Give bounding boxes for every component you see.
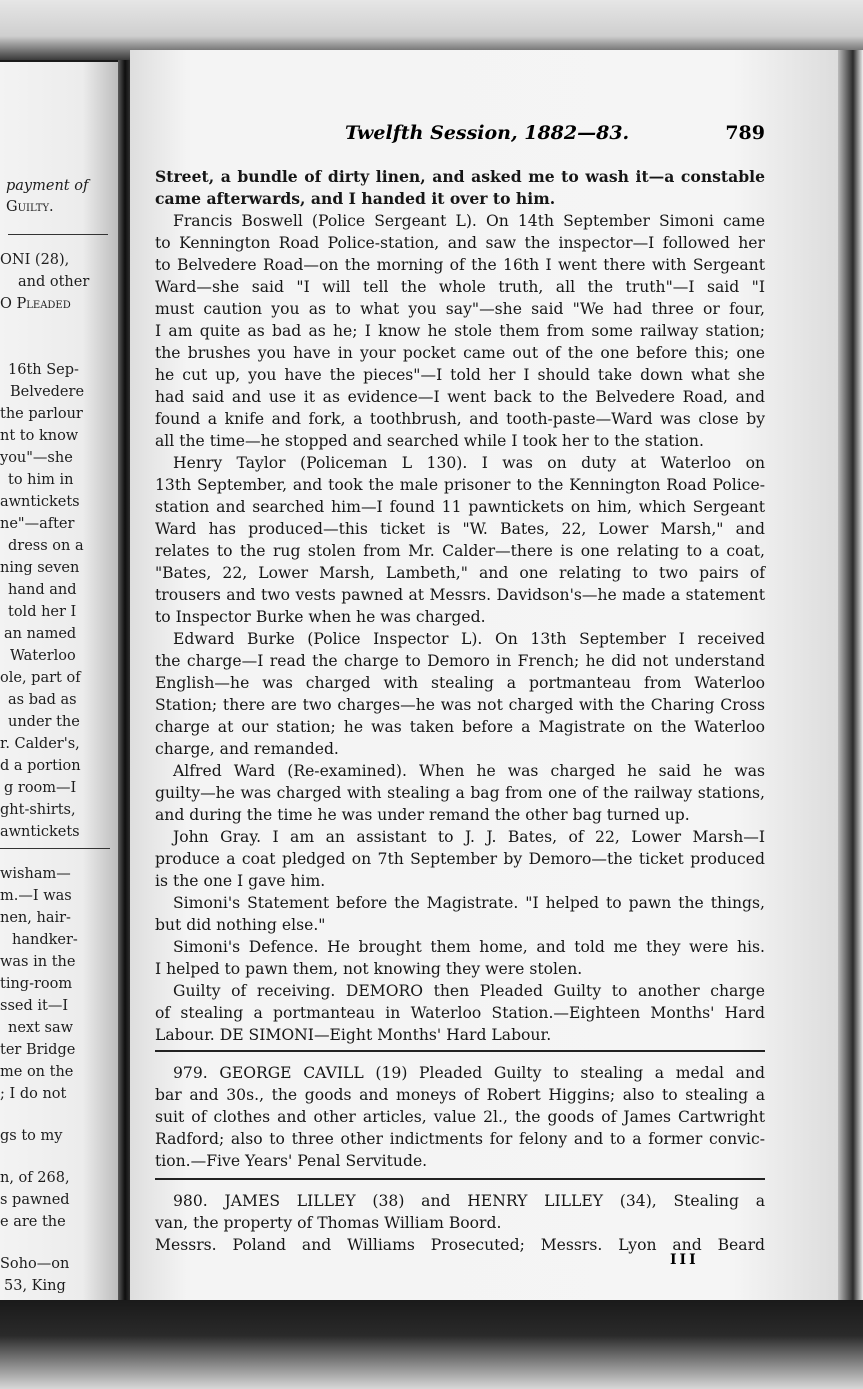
signature-mark: III bbox=[670, 1252, 699, 1268]
left-page-line: gs to my bbox=[0, 1128, 63, 1144]
text-line: bar and 30s., the goods and moneys of Robert Higgins; also to stealing a bbox=[155, 1086, 765, 1104]
text-line: English—he was charged with stealing a portmanteau from Waterloo bbox=[155, 674, 765, 692]
text-line: station and searched him—I found 11 pawntickets on him, which Sergeant bbox=[155, 498, 765, 516]
text-line: 980. JAMES LILLEY (38) and HENRY LILLEY (34), Stealing a bbox=[173, 1192, 765, 1210]
left-page-line: you"—she bbox=[0, 450, 73, 466]
text-line: tion.—Five Years' Penal Servitude. bbox=[155, 1152, 428, 1170]
left-page-rule bbox=[8, 234, 108, 235]
text-line: came afterwards, and I handed it over to him. bbox=[155, 189, 556, 208]
text-line: van, the property of Thomas William Boord. bbox=[155, 1214, 502, 1232]
left-page-line: d a portion bbox=[0, 758, 81, 774]
left-page-line: m.—I was bbox=[0, 888, 72, 904]
running-header bbox=[155, 122, 765, 148]
left-page bbox=[0, 62, 118, 1332]
text-line: all the time—he stopped and searched while I took her to the station. bbox=[155, 432, 704, 450]
text-line: Ward—she said "I will tell the whole truth, all the truth"—I said "I bbox=[155, 278, 765, 296]
left-page-line: the parlour bbox=[0, 406, 83, 422]
text-line: guilty—he was charged with stealing a bag from one of the railway stations, bbox=[155, 784, 765, 802]
text-line: Francis Boswell (Police Sergeant L). On 14th September Simoni came bbox=[173, 212, 765, 230]
left-page-line: ter Bridge bbox=[0, 1042, 76, 1058]
text-line: he cut up, you have the pieces"—I told her I should take down what she bbox=[155, 366, 765, 384]
left-page-line: n, of 268, bbox=[0, 1170, 70, 1186]
left-page-line: ole, part of bbox=[0, 670, 81, 686]
running-title: Twelfth Session, 1882—83. bbox=[345, 122, 630, 144]
text-line: Messrs. Poland and Williams Prosecuted; Messrs. Lyon and Beard bbox=[155, 1236, 765, 1254]
scan-bottom-edge bbox=[0, 1300, 863, 1389]
left-page-line: ssed it—I bbox=[0, 998, 69, 1014]
left-page-line: handker- bbox=[12, 932, 78, 948]
left-page-line: Soho—on bbox=[0, 1256, 70, 1272]
left-page-line: ting-room bbox=[0, 976, 73, 992]
left-page-line: Guilty. bbox=[6, 199, 54, 215]
left-page-line: to him in bbox=[8, 472, 74, 488]
text-line: "Bates, 22, Lower Marsh, Lambeth," and one relating to two pairs of bbox=[155, 564, 765, 582]
text-line: to Inspector Burke when he was charged. bbox=[155, 608, 486, 626]
text-line: I am quite as bad as he; I know he stole them from some railway station; bbox=[155, 322, 765, 340]
text-line: the brushes you have in your pocket came out of the one before this; one bbox=[155, 344, 765, 362]
left-page-line: s pawned bbox=[0, 1192, 70, 1208]
left-page-line: told her I bbox=[8, 604, 77, 620]
left-page-line: awntickets bbox=[0, 824, 80, 840]
text-line: 13th September, and took the male prisoner to the Kennington Road Police- bbox=[155, 476, 765, 494]
left-page-rule bbox=[0, 848, 110, 849]
left-page-line: ONI (28), bbox=[0, 252, 70, 268]
text-line: Alfred Ward (Re-examined). When he was charged he said he was bbox=[173, 762, 765, 780]
left-page-line: nen, hair- bbox=[0, 910, 71, 926]
text-line: had said and use it as evidence—I went back to the Belvedere Road, and bbox=[155, 388, 765, 406]
text-line: Edward Burke (Police Inspector L). On 13th September I received bbox=[173, 630, 765, 648]
left-page-line: O Pleaded bbox=[0, 296, 71, 312]
text-line: of stealing a portmanteau in Waterloo Station.—Eighteen Months' Hard bbox=[155, 1004, 765, 1022]
text-line: and during the time he was under remand the other bag turned up. bbox=[155, 806, 690, 824]
left-page-line: g room—I bbox=[4, 780, 77, 796]
left-page-line: Belvedere bbox=[10, 384, 85, 400]
page-edge bbox=[838, 50, 863, 1320]
text-line: Henry Taylor (Policeman L 130). I was on duty at Waterloo on bbox=[173, 454, 765, 472]
left-page-line: ; I do not bbox=[0, 1086, 67, 1102]
left-page-line: me on the bbox=[0, 1064, 74, 1080]
text-line: relates to the rug stolen from Mr. Calder—there is one relating to a coat, bbox=[155, 542, 765, 560]
left-page-line: e are the bbox=[0, 1214, 66, 1230]
text-line: suit of clothes and other articles, value 2l., the goods of James Cartwright bbox=[155, 1108, 765, 1126]
text-line: to Belvedere Road—on the morning of the 16th I went there with Sergeant bbox=[155, 256, 765, 274]
left-page-line: 16th Sep- bbox=[8, 362, 79, 378]
text-line: Street, a bundle of dirty linen, and asked me to wash it—a constable bbox=[155, 167, 765, 186]
text-line: I helped to pawn them, not knowing they were stolen. bbox=[155, 960, 583, 978]
left-page-line: as bad as bbox=[8, 692, 77, 708]
text-line: the charge—I read the charge to Demoro in French; he did not understand bbox=[155, 652, 765, 670]
page-number: 789 bbox=[725, 122, 765, 144]
text-line: Simoni's Statement before the Magistrate. "I helped to pawn the things, bbox=[173, 894, 765, 912]
left-page-line: hand and bbox=[8, 582, 77, 598]
text-line: Labour. DE SIMONI—Eight Months' Hard Labour. bbox=[155, 1026, 552, 1044]
text-line: found a knife and fork, a toothbrush, and tooth-paste—Ward was close by bbox=[155, 410, 765, 428]
text-line: but did nothing else." bbox=[155, 916, 326, 934]
text-line: charge, and remanded. bbox=[155, 740, 339, 758]
left-page-line: dress on a bbox=[8, 538, 84, 554]
text-line: Radford; also to three other indictments for felony and to a former convic- bbox=[155, 1130, 765, 1148]
left-page-line: ne"—after bbox=[0, 516, 75, 532]
text-line: Ward has produced—this ticket is "W. Bates, 22, Lower Marsh," and bbox=[155, 520, 765, 538]
left-page-line: ght-shirts, bbox=[0, 802, 76, 818]
section-rule bbox=[155, 1050, 765, 1052]
text-line: is the one I gave him. bbox=[155, 872, 326, 890]
left-page-line: awntickets bbox=[0, 494, 80, 510]
text-line: to Kennington Road Police-station, and saw the inspector—I followed her bbox=[155, 234, 765, 252]
text-line: 979. GEORGE CAVILL (19) Pleaded Guilty to stealing a medal and bbox=[173, 1064, 765, 1082]
left-page-line: nt to know bbox=[0, 428, 79, 444]
left-page-line: wisham— bbox=[0, 866, 71, 882]
text-line: produce a coat pledged on 7th September by Demoro—the ticket produced bbox=[155, 850, 765, 868]
text-line: Guilty of receiving. DEMORO then Pleaded Guilty to another charge bbox=[173, 982, 765, 1000]
left-page-line: r. Calder's, bbox=[0, 736, 80, 752]
left-page-line: next saw bbox=[8, 1020, 74, 1036]
left-page-line: was in the bbox=[0, 954, 76, 970]
text-line: Simoni's Defence. He brought them home, and told me they were his. bbox=[173, 938, 765, 956]
left-page-line: an named bbox=[4, 626, 77, 642]
left-page-line: under the bbox=[8, 714, 80, 730]
left-page-line: 53, King bbox=[4, 1278, 66, 1294]
section-rule bbox=[155, 1178, 765, 1180]
left-page-line: and other bbox=[18, 274, 90, 290]
text-line: charge at our station; he was taken before a Magistrate on the Waterloo bbox=[155, 718, 765, 736]
left-page-line: payment of bbox=[6, 178, 89, 194]
left-page-line: Waterloo bbox=[10, 648, 76, 664]
text-line: trousers and two vests pawned at Messrs. Davidson's—he made a statement bbox=[155, 586, 765, 604]
left-page-line: ning seven bbox=[0, 560, 80, 576]
text-line: must caution you as to what you say"—she said "We had three or four, bbox=[155, 300, 765, 318]
text-line: John Gray. I am an assistant to J. J. Bates, of 22, Lower Marsh—I bbox=[173, 828, 765, 846]
text-line: Station; there are two charges—he was not charged with the Charing Cross bbox=[155, 696, 765, 714]
